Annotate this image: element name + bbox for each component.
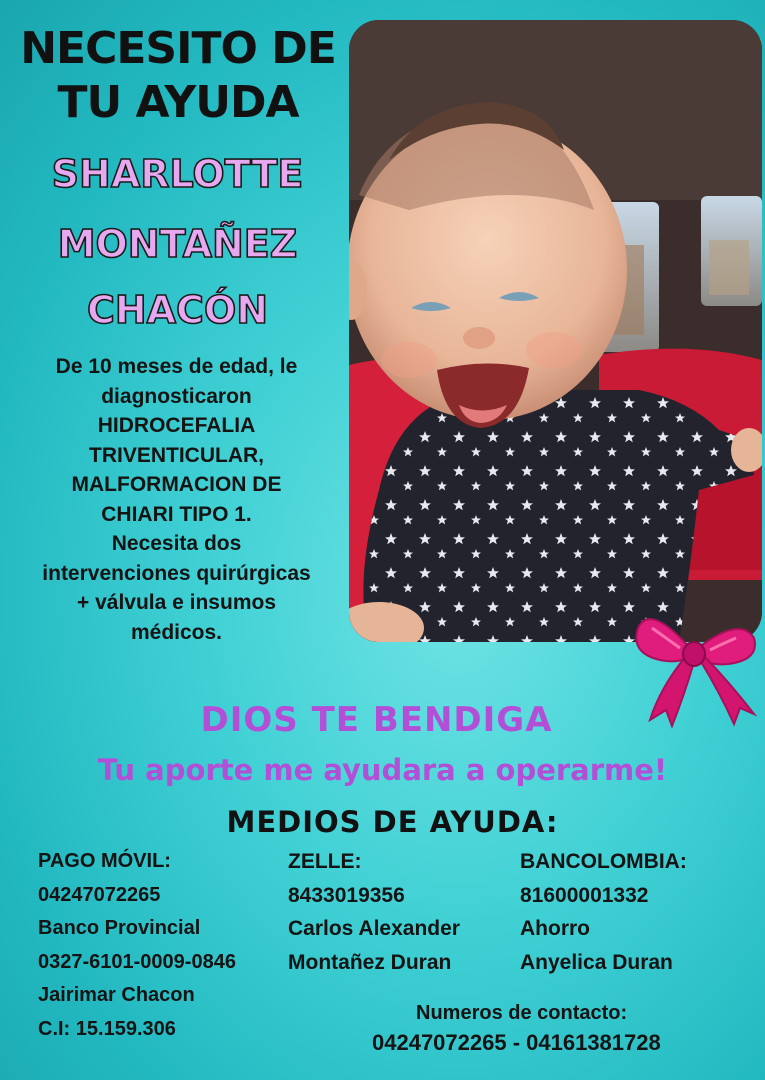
pago-movil-holder: Jairimar Chacon [38,984,195,1006]
baby-photo [349,20,762,642]
zelle-phone: 8433019356 [288,883,405,907]
poster-title [8,22,348,130]
bancolombia-holder: Anyelica Duran [520,950,673,974]
blessing-heading: DIOS TE BENDIGA [200,700,553,740]
contact-label: Numeros de contacto: [416,1002,628,1024]
description-line: CHIARI TIPO 1. [101,502,252,526]
patient-name-line-1: SHARLOTTE [51,152,304,196]
bancolombia-label: BANCOLOMBIA: [520,850,687,873]
description-line: TRIVENTICULAR, [89,443,264,467]
description-line: HIDROCEFALIA [97,414,256,437]
pago-movil-bank: Banco Provincial [38,917,201,939]
bancolombia-section [520,845,687,979]
description-line: intervenciones quirúrgicas [42,561,311,585]
pago-movil-section [38,845,236,1046]
title-line-1: NECESITO DE [20,23,336,74]
zelle-holder-line-1: Carlos Alexander [288,917,460,940]
zelle-section [288,845,460,979]
zelle-label: ZELLE: [288,850,362,873]
description-line: + válvula e insumos [76,591,276,614]
payment-methods-title: MEDIOS DE AYUDA: [226,805,559,839]
pago-movil-label: PAGO MÓVIL: [38,850,171,872]
pago-movil-account: 0327-6101-0009-0846 [38,950,236,973]
patient-name-line-2: MONTAÑEZ [57,222,298,266]
description-line: De 10 meses de edad, le [55,355,298,378]
contact-numbers: 04247072265 - 04161381728 [372,1030,661,1055]
support-message: Tu aporte me ayudara a operarme! [97,753,668,787]
description-line: diagnosticaron [101,384,252,408]
description-line: MALFORMACION DE [71,473,282,496]
bancolombia-account: 81600001332 [520,883,649,907]
description-line: Necesita dos [111,532,242,555]
title-line-2: TU AYUDA [57,77,299,128]
bancolombia-type: Ahorro [520,917,590,940]
patient-name-line-3: CHACÓN [86,288,269,332]
diagnosis-description [4,352,349,647]
pago-movil-phone: 04247072265 [38,883,161,906]
description-line: médicos. [130,620,223,644]
zelle-holder-line-2: Montañez Duran [288,950,452,974]
pago-movil-id: C.I: 15.159.306 [38,1017,176,1040]
